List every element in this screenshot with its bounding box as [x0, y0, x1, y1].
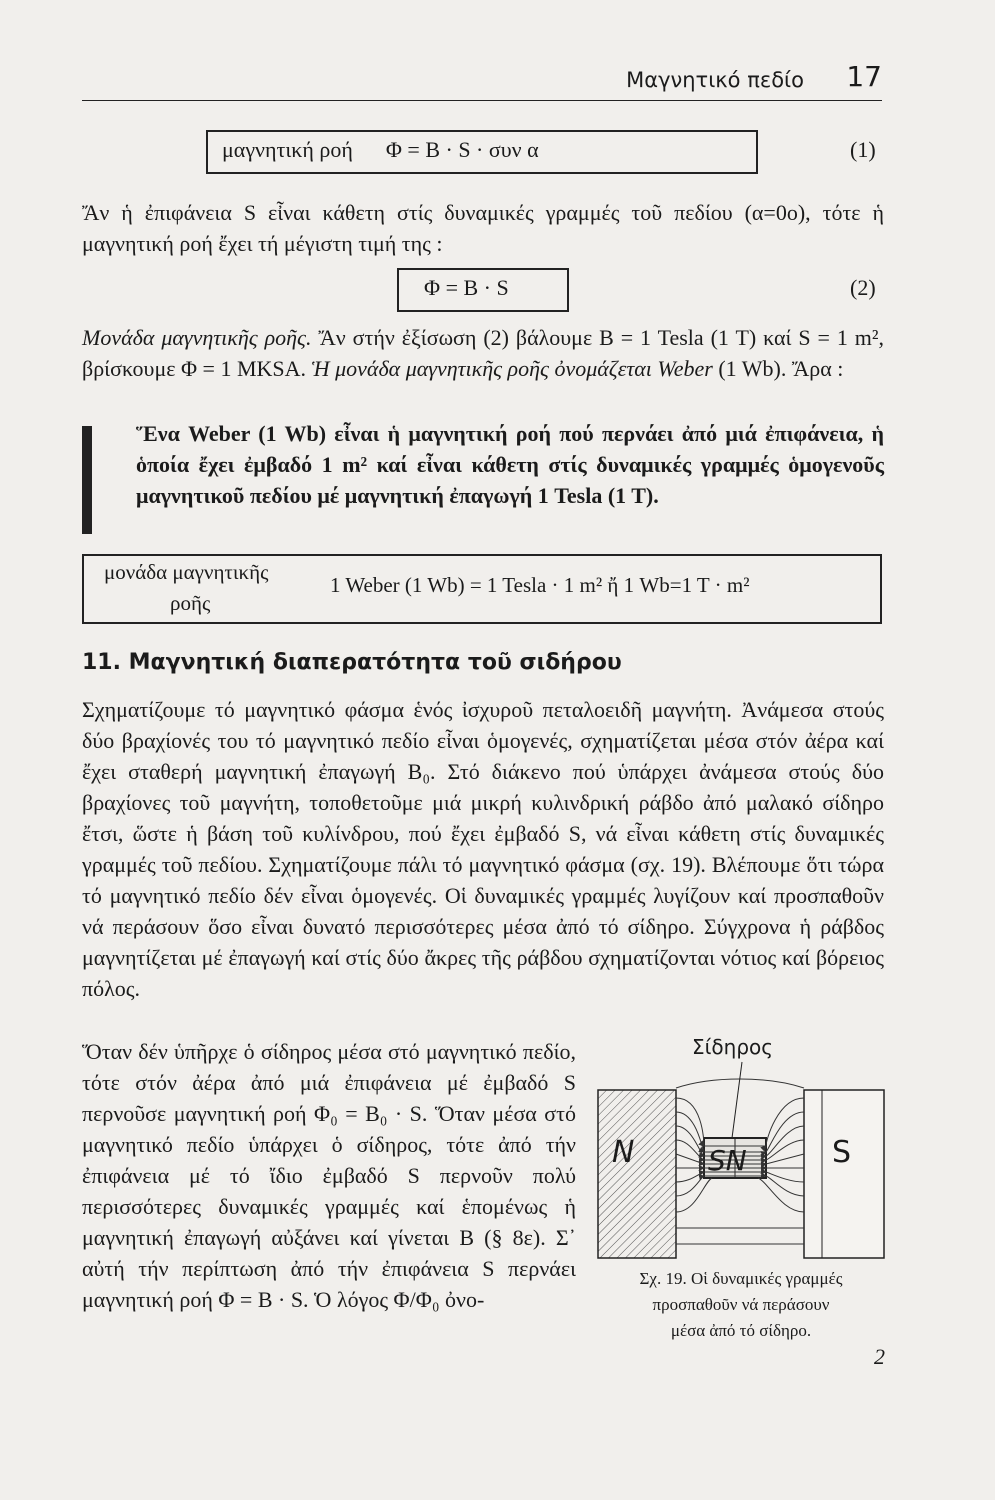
unit-label-top: μονάδα μαγνητικῆς [104, 560, 269, 584]
figure-caption: Σχ. 19. Οἱ δυναμικές γραμμές προσπαθοῦν νά περάσουν μέσα ἀπό τό σίδηρο. [639, 1269, 843, 1340]
header-title: Μαγνητικό πεδίο [626, 68, 804, 92]
figure-19 [592, 1028, 888, 1263]
right-pole-block [804, 1090, 884, 1258]
paragraph-4: Ὅταν δέν ὑπῆρχε ὁ σίδηρος μέσα στό μαγνητικό πεδίο, τότε στόν ἀέρα ἀπό μιά ἐπιφάνεια μέ ἐμβαδό S περνοῦσε μαγνητική ροή Φ₀ = B₀ · S. Ὅταν μέσα στό μαγνητικό πεδίο ὑπάρχει ὁ σίδηρος, τότε ἀπό τήν ἐπιφάνεια μέ τό ἴδιο ἐμβαδό S περνοῦν πολύ περισσότερες δυναμικές γραμμές καί ἑπομένως ἡ μαγνητική ἐπαγωγή αὐξάνει καί γίνεται B (§ 8ε). Σ᾽ αὐτή τήν περίπτωση ἀπό τήν ἐπιφάνεια S περνάει μαγνητική ροή Φ = B · S. Ὁ λόγος Φ/Φ₀ ὀνο- [82, 1039, 576, 1312]
signature-mark: 2 [874, 1344, 885, 1369]
unit-formula: 1 Weber (1 Wb) = 1 Tesla · 1 m² ἤ 1 Wb=1 T · m² [330, 573, 750, 597]
header-page-number: 17 [846, 60, 882, 93]
equation-2: Φ = B · S [424, 275, 509, 300]
equation-1-number: (1) [850, 137, 876, 162]
iron-label: Σίδηρος [692, 1035, 773, 1059]
paragraph-3: Σχηματίζουμε τό μαγνητικό φάσμα ἑνός ἰσχυροῦ πεταλοειδῆ μαγνήτη. Ἀνάμεσα στούς δύο βραχίονές του τό μαγνητικό πεδίο εἶναι ὁμογενές, σχηματίζεται μέσα στόν ἀέρα καί ἔχει σταθερή μαγνητική ἐπαγωγή B₀. Στό διάκενο πού ὑπάρχει ἀνάμεσα στούς δύο βραχίονες τοῦ μαγνήτη, τοποθετοῦμε μιά μικρή κυλινδρική ράβδο ἀπό μαλακό σίδηρο ἔτσι, ὥστε ἡ βάση τοῦ κυλίνδρου, πού ἔχει ἐμβαδό S, νά εἶναι κάθετη στίς δυναμικές γραμμές τοῦ πεδίου. Σχηματίζουμε πάλι τό μαγνητικό φάσμα (σχ. 19). Βλέπουμε ὅτι τώρα τό μαγνητικό πεδίο δέν εἶναι ὁμογενές. Οἱ δυναμικές γραμμές λυγίζουν καί προσπαθοῦν νά περάσουν ὅσο εἶναι δυνατό περισσότερες μέσα ἀπό τό σίδηρο. Σύγχρονα ἡ ράβδος μαγνητίζεται μέ ἐπαγωγή καί στίς δύο ἄκρες τῆς ράβδου σχηματίζονται νότιος καί βόρειος πόλος. [82, 697, 884, 1001]
section-title: 11. Μαγνητική διαπερατότητα τοῦ σιδήρου [82, 650, 622, 675]
pole-right-label: S [832, 1135, 852, 1170]
left-pole-block [598, 1090, 676, 1258]
emphasis-sidebar [82, 426, 92, 534]
pole-center-label: SN [708, 1144, 747, 1177]
pole-left-label: N [612, 1135, 635, 1170]
unit-of-flux-heading: Μονάδα μαγνητικῆς ροῆς. [82, 325, 312, 350]
unit-label-bottom: ροῆς [170, 591, 211, 615]
running-header [82, 62, 882, 101]
equation-2-number: (2) [850, 275, 876, 300]
weber-definition: Ἕνα Weber (1 Wb) εἶναι ἡ μαγνητική ροή πού περνάει ἀπό μιά ἐπιφάνεια, ἡ ὁποία ἔχει ἐμβαδό 1 m² καί εἶναι κάθετη στίς δυναμικές γραμμές ὁμογενοῦς μαγνητικοῦ πεδίου μέ μαγνητική ἐπαγωγή 1 Tesla (1 T). [136, 421, 884, 508]
equation-1: μαγνητική ροή Φ = B · S · συν α [222, 137, 539, 162]
paragraph-unit-of-flux: Μονάδα μαγνητικῆς ροῆς. Ἄν στήν ἐξίσωση (2) βάλουμε B = 1 Tesla (1 T) καί S = 1 m², βρίσκουμε Φ = 1 MKSA. Ἡ μονάδα μαγνητικῆς ροῆς ὀνομάζεται Weber (1 Wb). Ἄρα : [82, 325, 884, 381]
paragraph-1: Ἄν ἡ ἐπιφάνεια S εἶναι κάθετη στίς δυναμικές γραμμές τοῦ πεδίου (α=0ο), τότε ἡ μαγνητική ροή ἔχει τή μέγιστη τιμή της : [82, 200, 884, 256]
